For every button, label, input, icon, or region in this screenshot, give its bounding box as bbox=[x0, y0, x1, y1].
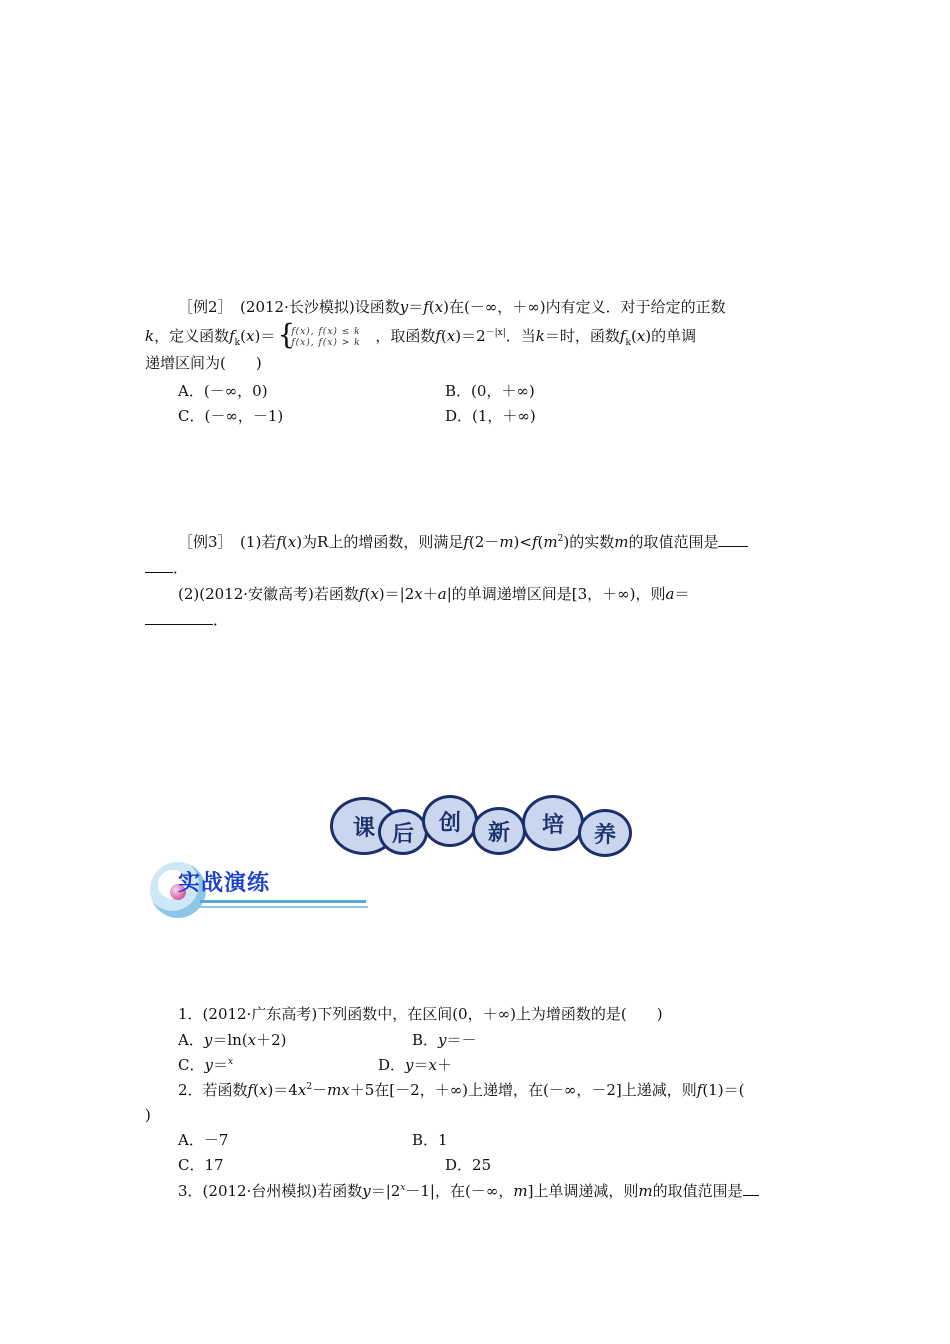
text: ．当 bbox=[505, 327, 536, 345]
text: ，取函数 bbox=[375, 327, 436, 345]
example2-line3: 递增区间为( ) bbox=[145, 354, 262, 372]
text: ＝ln( bbox=[212, 1031, 248, 1049]
text: ＝ bbox=[212, 1056, 228, 1074]
text: ． bbox=[213, 611, 229, 629]
exponent: 2 bbox=[306, 1082, 313, 1092]
text: ＝ bbox=[413, 1056, 429, 1074]
text: ( bbox=[364, 585, 371, 603]
var: y bbox=[204, 1056, 213, 1074]
text: C． bbox=[178, 1056, 205, 1074]
q2-option-d: D．25 bbox=[445, 1156, 492, 1174]
banner-char: 新 bbox=[472, 807, 526, 855]
text: ( bbox=[253, 1081, 259, 1099]
var: y bbox=[438, 1031, 447, 1049]
text: D． bbox=[378, 1056, 406, 1074]
text: ［例3］ (1)若 bbox=[178, 533, 277, 551]
banner-char: 后 bbox=[378, 809, 428, 855]
text: (1)＝( bbox=[702, 1081, 745, 1099]
banner-char: 养 bbox=[578, 809, 632, 857]
text: ，定义函数 bbox=[154, 327, 230, 345]
heading-underline bbox=[196, 906, 368, 908]
text: )在(－∞，＋∞)内有定义．对于给定的正数 bbox=[443, 298, 726, 316]
piecewise-definition bbox=[277, 318, 369, 351]
text: A． bbox=[178, 1031, 204, 1049]
text: )＝ bbox=[254, 327, 276, 345]
var: y bbox=[203, 1031, 213, 1049]
var: x bbox=[297, 1081, 307, 1099]
exponent: －|x| bbox=[485, 328, 506, 338]
text: )< bbox=[513, 533, 532, 551]
text: ． bbox=[173, 559, 189, 577]
answer-blank[interactable] bbox=[718, 532, 748, 547]
var: f bbox=[463, 533, 469, 551]
q2-option-a: A．－7 bbox=[178, 1131, 229, 1149]
text: 2．若函数 bbox=[178, 1081, 248, 1099]
piecewise-case-2: f(x), f(x) > k bbox=[291, 338, 361, 348]
var: a bbox=[437, 585, 447, 603]
heading-underline bbox=[200, 900, 366, 903]
var: f bbox=[229, 327, 235, 345]
text: (2)(2012·安徽高考)若函数 bbox=[178, 585, 359, 603]
var: m bbox=[614, 533, 629, 551]
text: ＝ bbox=[674, 585, 690, 603]
example2-line1 bbox=[178, 296, 726, 318]
q2-stem bbox=[178, 1079, 744, 1101]
var: mx bbox=[327, 1081, 350, 1099]
q1-option-b bbox=[412, 1029, 477, 1051]
text: ＝ bbox=[408, 298, 424, 316]
text: 的取值范围是 bbox=[652, 1182, 743, 1200]
text: ( bbox=[281, 533, 288, 551]
exponent: x bbox=[227, 1057, 234, 1067]
var: k bbox=[145, 327, 155, 345]
banner-char: 创 bbox=[422, 795, 478, 847]
answer-blank[interactable] bbox=[145, 558, 173, 573]
var: x bbox=[287, 533, 297, 551]
answer-blank[interactable] bbox=[743, 1181, 759, 1196]
var: f bbox=[696, 1081, 703, 1099]
example3-line1 bbox=[178, 531, 748, 553]
text: ＋ bbox=[422, 585, 438, 603]
example3-line4 bbox=[145, 609, 228, 631]
section-heading bbox=[150, 860, 370, 920]
exponent: 2 bbox=[557, 534, 564, 544]
q2-option-b: B．1 bbox=[412, 1131, 448, 1149]
var: f bbox=[435, 327, 441, 345]
var: m bbox=[499, 533, 514, 551]
section-title: 实战演练 bbox=[178, 871, 271, 896]
example2-option-a: A．(－∞，0) bbox=[178, 382, 268, 400]
example3-line3 bbox=[178, 583, 689, 605]
text: ( bbox=[440, 327, 447, 345]
example2-line2 bbox=[145, 318, 697, 351]
var: x bbox=[414, 585, 423, 603]
var: x bbox=[258, 1081, 268, 1099]
var: f bbox=[276, 533, 282, 551]
text: ( bbox=[630, 327, 637, 345]
var: y bbox=[399, 298, 409, 316]
text: ［例2］ (2012·长沙模拟)设函数 bbox=[178, 298, 400, 316]
var: x bbox=[246, 327, 255, 345]
text: ＝－ bbox=[446, 1031, 477, 1049]
exponent: x bbox=[400, 1183, 406, 1193]
var: f bbox=[423, 298, 429, 316]
text: )＝4 bbox=[267, 1081, 298, 1099]
var: x bbox=[636, 327, 646, 345]
example2-option-b: B．(0，＋∞) bbox=[445, 382, 535, 400]
var: x bbox=[428, 1056, 437, 1074]
var: f bbox=[531, 533, 538, 551]
text: ]上单调递减，则 bbox=[527, 1182, 639, 1200]
brace-icon: { bbox=[277, 318, 296, 351]
text: |的单调递增区间是[3，＋∞)，则 bbox=[446, 585, 666, 603]
var: f bbox=[619, 327, 626, 345]
var: m bbox=[543, 533, 558, 551]
text: ＝时，函数 bbox=[544, 327, 620, 345]
q1-stem: 1．(2012·广东高考)下列函数中，在区间(0，＋∞)上为增函数的是( ) bbox=[178, 1005, 663, 1023]
answer-blank[interactable] bbox=[145, 610, 213, 625]
var: m bbox=[513, 1182, 528, 1200]
var: f bbox=[358, 585, 365, 603]
var: x bbox=[370, 585, 379, 603]
text: 3．(2012·台州模拟)若函数 bbox=[178, 1182, 363, 1200]
subscript: k bbox=[234, 338, 241, 348]
text: B． bbox=[412, 1031, 439, 1049]
banner-char: 培 bbox=[522, 795, 584, 851]
text: － bbox=[312, 1081, 328, 1099]
q3-stem bbox=[178, 1180, 759, 1202]
text: ( bbox=[240, 327, 246, 345]
example2-option-d: D．(1，＋∞) bbox=[445, 407, 536, 425]
text: )＝2 bbox=[455, 327, 486, 345]
q1-option-d bbox=[378, 1054, 452, 1076]
text: －1|，在(－∞， bbox=[405, 1182, 514, 1200]
example2-option-c: C．(－∞，－1) bbox=[178, 407, 284, 425]
text: ＋5在[－2，＋∞)上递增，在(－∞，－2]上递减，则 bbox=[349, 1081, 697, 1099]
text: )为R上的增函数，则满足 bbox=[296, 533, 464, 551]
text: ＝|2 bbox=[370, 1182, 401, 1200]
var: k bbox=[535, 327, 545, 345]
text: )的单调 bbox=[645, 327, 697, 345]
var: y bbox=[362, 1182, 371, 1200]
var: x bbox=[247, 1031, 257, 1049]
subscript: k bbox=[625, 338, 631, 348]
section-banner bbox=[330, 793, 630, 855]
q1-option-c bbox=[178, 1054, 233, 1076]
text: )＝|2 bbox=[378, 585, 415, 603]
banner-char: 课 bbox=[330, 797, 398, 855]
text: ＋ bbox=[437, 1056, 453, 1074]
var: x bbox=[446, 327, 456, 345]
piecewise-case-1: f(x), f(x) ≤ k bbox=[291, 327, 361, 337]
q2-option-c: C．17 bbox=[178, 1156, 224, 1174]
text: 的取值范围是 bbox=[628, 533, 719, 551]
var: m bbox=[638, 1182, 653, 1200]
var: x bbox=[434, 298, 444, 316]
var: a bbox=[665, 585, 675, 603]
text: )的实数 bbox=[563, 533, 615, 551]
text: ( bbox=[537, 533, 544, 551]
var: y bbox=[405, 1056, 414, 1074]
example3-line2 bbox=[145, 557, 188, 579]
text: ( bbox=[428, 298, 435, 316]
text: ＋2) bbox=[256, 1031, 287, 1049]
q2-stem-cont: ) bbox=[145, 1106, 151, 1124]
q1-option-a bbox=[178, 1029, 287, 1051]
var: f bbox=[247, 1081, 254, 1099]
text: (2－ bbox=[468, 533, 500, 551]
